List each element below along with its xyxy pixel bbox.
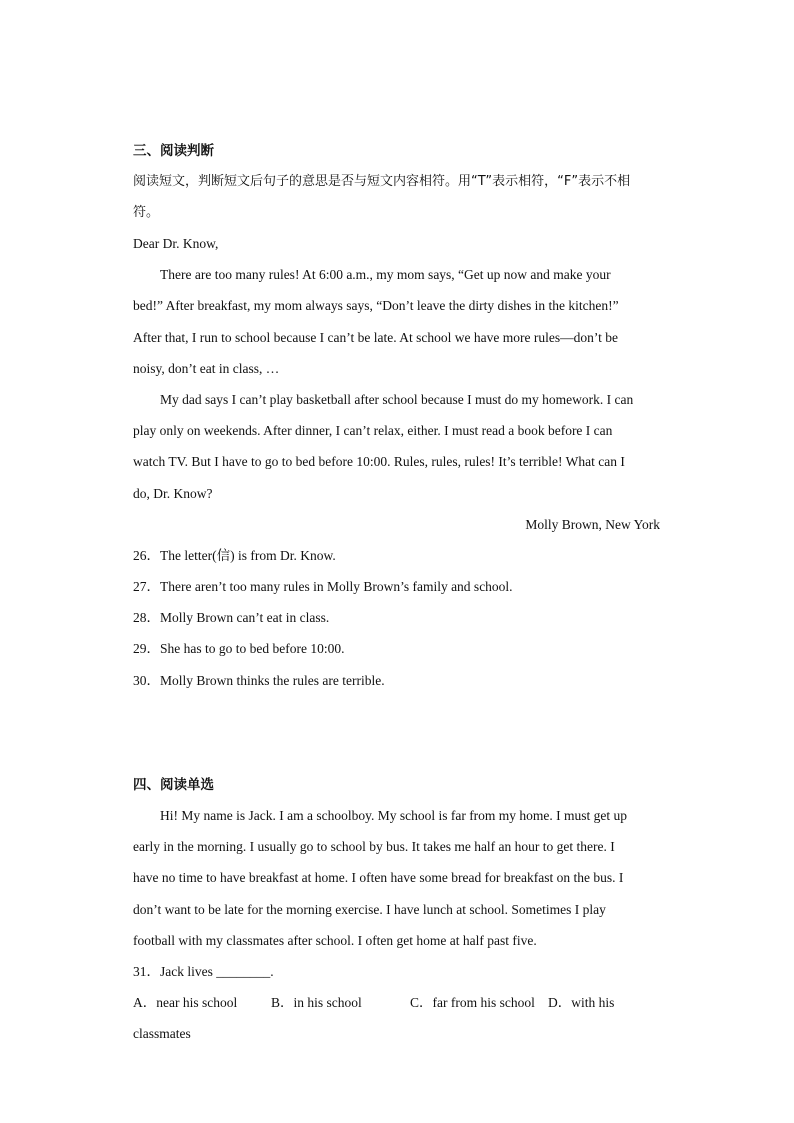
option-d-continued: classmates	[133, 1026, 191, 1041]
question-item: 28．Molly Brown can’t eat in class.	[133, 610, 330, 625]
letter-line: There are too many rules! At 6:00 a.m., my mom says, “Get up now and make your	[160, 267, 611, 282]
question-item: 30．Molly Brown thinks the rules are terrible.	[133, 673, 385, 688]
letter-signature: Molly Brown, New York	[525, 517, 660, 532]
letter-line: play only on weekends. After dinner, I can’t relax, either. I must read a book before I can	[133, 423, 613, 438]
letter-line: watch TV. But I have to go to bed before 10:00. Rules, rules, rules! It’s terrible! What can I	[133, 454, 625, 469]
letter-line: do, Dr. Know?	[133, 486, 213, 501]
section-4-heading: 四、阅读单选	[133, 777, 214, 793]
instruction-line-1: 阅读短文，判断短文后句子的意思是否与短文内容相符。用“T”表示相符，“F”表示不相	[133, 174, 631, 189]
option-a: A．near his school	[133, 995, 238, 1010]
question-31: 31．Jack lives ________.	[133, 964, 274, 979]
letter-line: bed!” After breakfast, my mom always says, “Don’t leave the dirty dishes in the kitchen!”	[133, 298, 619, 313]
question-item: 27．There aren’t too many rules in Molly Brown’s family and school.	[133, 579, 513, 594]
question-item: 29．She has to go to bed before 10:00.	[133, 641, 345, 656]
letter-line: noisy, don’t eat in class, …	[133, 361, 280, 376]
passage-line: have no time to have breakfast at home. I often have some bread for breakfast on the bus. I	[133, 870, 624, 885]
passage-line: don’t want to be late for the morning exercise. I have lunch at school. Sometimes I play	[133, 902, 606, 917]
letter-line: My dad says I can’t play basketball after school because I must do my homework. I can	[160, 392, 634, 407]
option-c: C．far from his school	[410, 995, 535, 1010]
passage-line: early in the morning. I usually go to school by bus. It takes me half an hour to get there. I	[133, 839, 615, 854]
passage-line: football with my classmates after school. I often get home at half past five.	[133, 933, 537, 948]
section-3-heading: 三、阅读判断	[133, 143, 214, 159]
letter-salutation: Dear Dr. Know,	[133, 236, 219, 251]
instruction-line-2: 符。	[133, 205, 160, 220]
option-b: B．in his school	[271, 995, 362, 1010]
option-d: D．with his	[548, 995, 615, 1010]
letter-line: After that, I run to school because I can’t be late. At school we have more rules—don’t be	[133, 330, 618, 345]
question-item: 26．The letter(信) is from Dr. Know.	[133, 548, 336, 563]
passage-line: Hi! My name is Jack. I am a schoolboy. My school is far from my home. I must get up	[160, 808, 628, 823]
